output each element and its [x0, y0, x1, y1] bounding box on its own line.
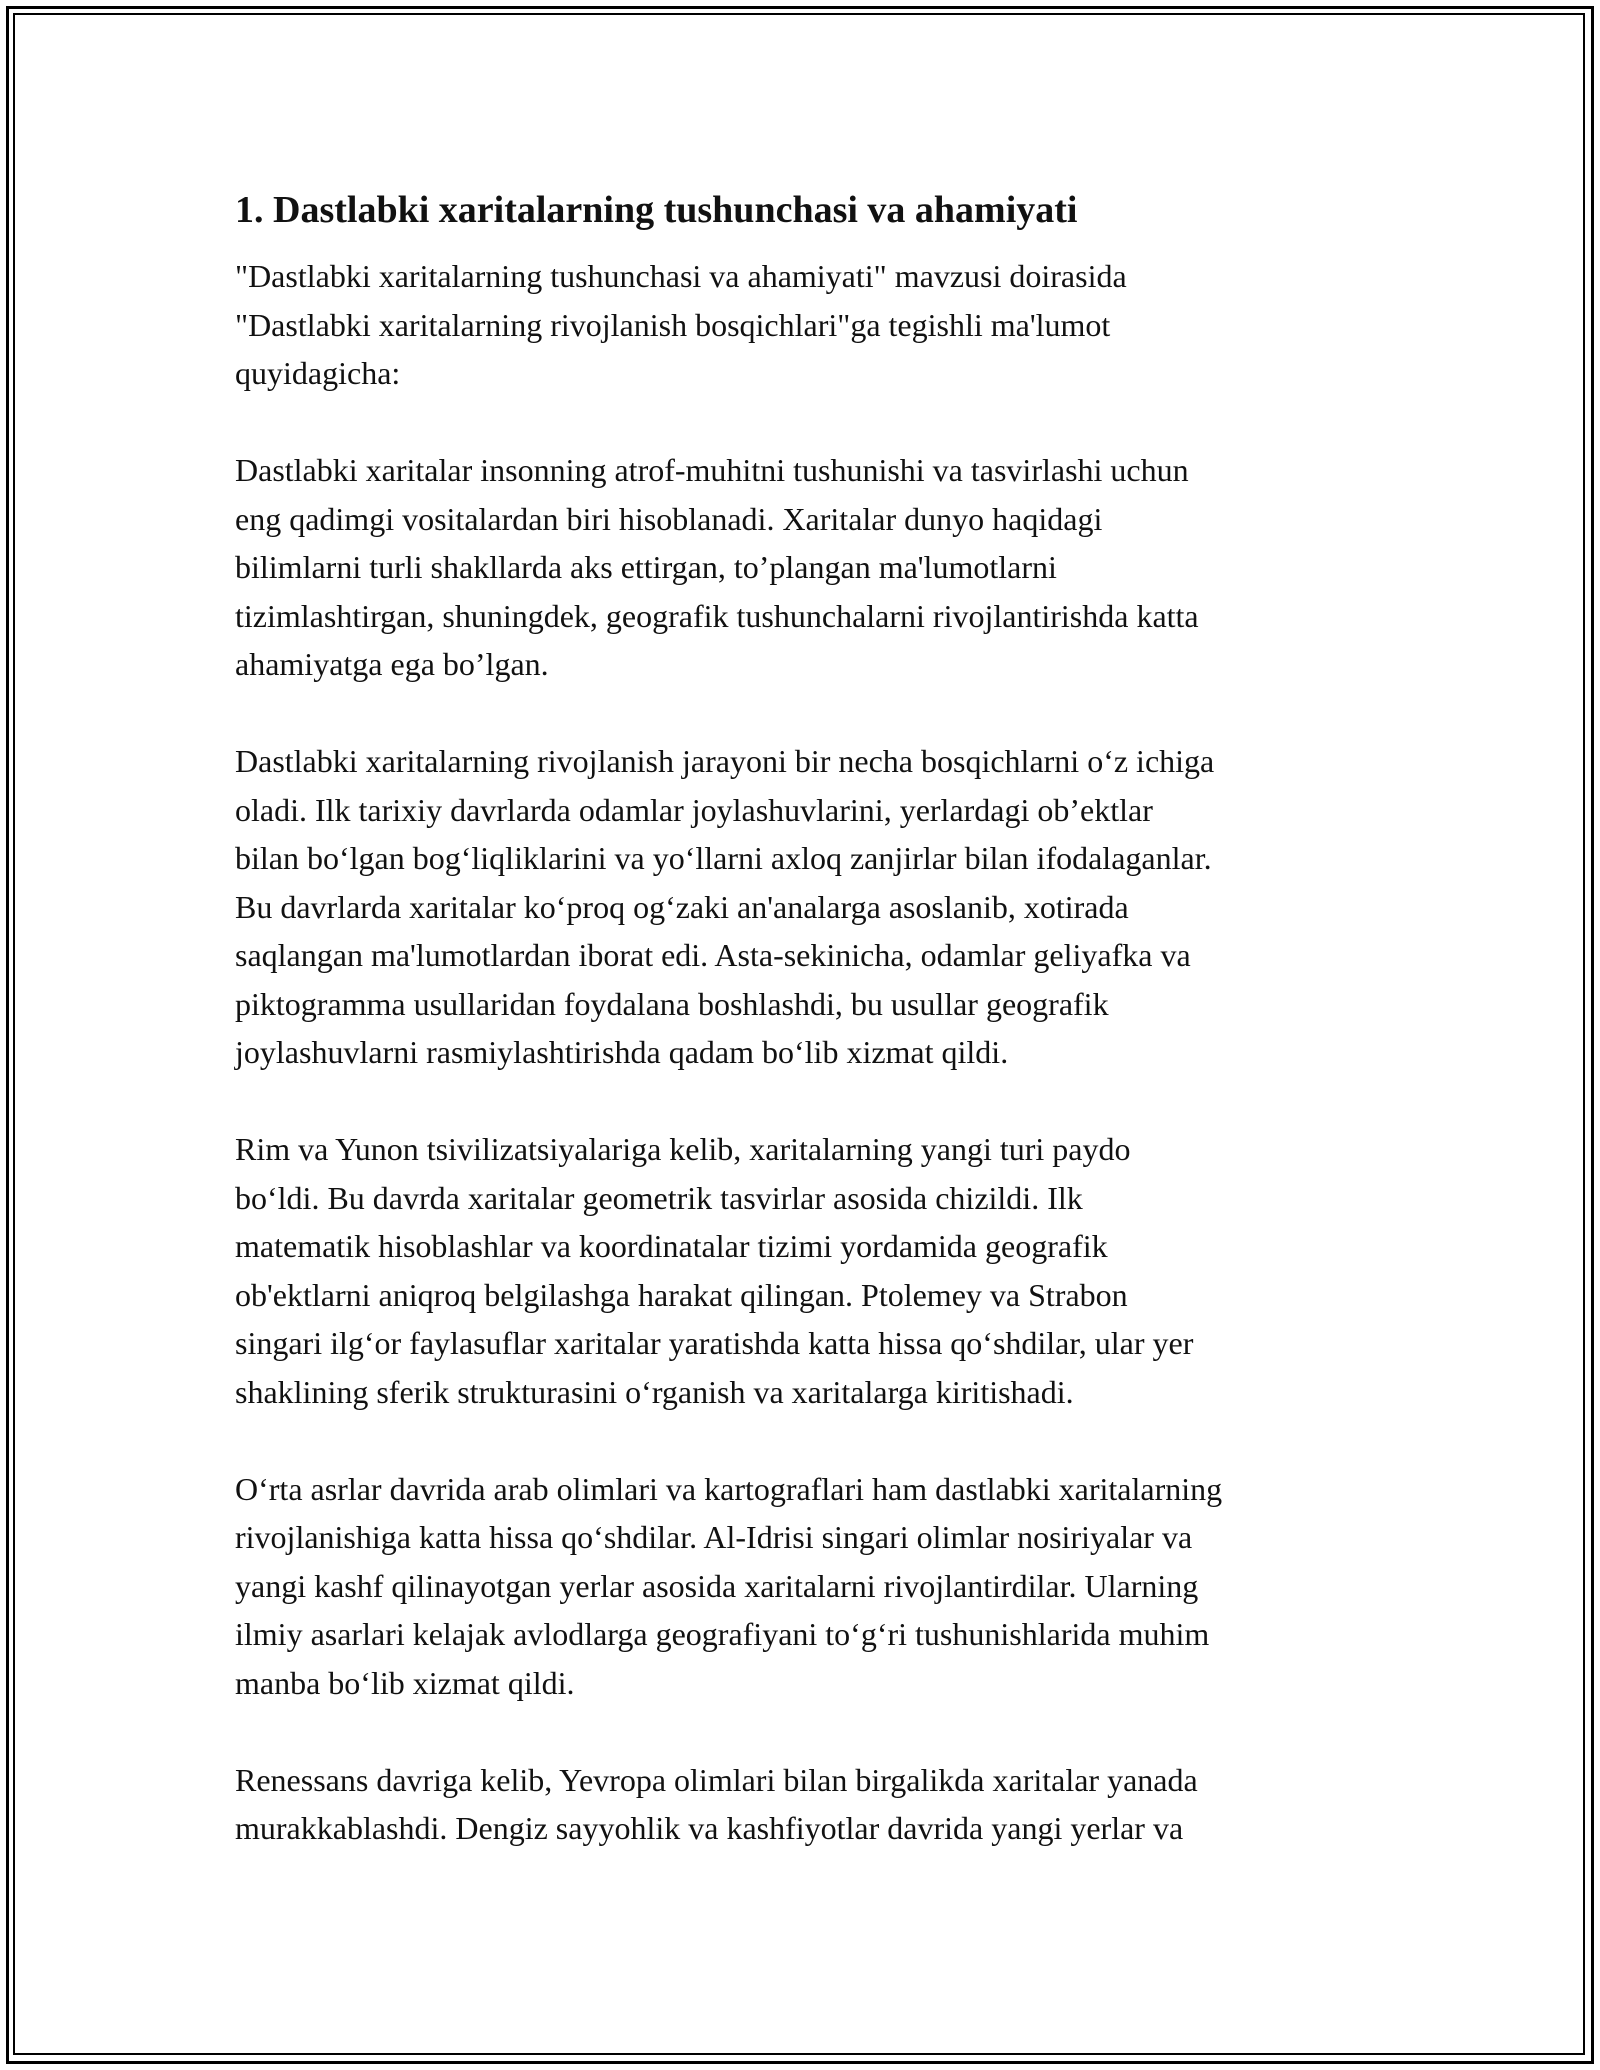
- paragraph-renaissance: Renessans davriga kelib, Yevropa olimlari bilan birgalikda xaritalar yanada murakkablashdi. Dengiz sayyohlik va kashfiyotlar davrida yangi yerlar va: [235, 1761, 1198, 1846]
- paragraph-rome-greece: Rim va Yunon tsivilizatsiyalariga kelib, xaritalarning yangi turi paydo boʻldi. Bu davrda xaritalar geometrik tasvirlar asosida chizildi. Ilk matematik hisoblashlar va koordinatalar tizimi yordamida geografik ob'ektlarni aniqroq belgilashga harakat qilingan. Ptolemey va Strabon singari ilgʻor faylasuflar xaritalar yaratishda katta hissa qoʻshdilar, ular yer shaklining sferik strukturasini oʻrganish va xaritalarga kiritishadi.: [235, 1131, 1194, 1410]
- document-body: [235, 186, 1385, 1901]
- paragraph-intro: "Dastlabki xaritalarning tushunchasi va ahamiyati" mavzusi doirasida "Dastlabki xaritalarning rivojlanish bosqichlari"ga tegishli ma'lumot quyidagicha:: [235, 258, 1127, 391]
- paragraph-early-stages: Dastlabki xaritalarning rivojlanish jarayoni bir necha bosqichlarni oʻz ichiga oladi. Ilk tarixiy davrlarda odamlar joylashuvlarini, yerlardagi ob’ektlar bilan boʻlgan bogʻliqliklarini va yoʻllarni axloq zanjirlar bilan ifodalaganlar. Bu davrlarda xaritalar koʻproq ogʻzaki an'analarga asoslanib, xotirada saqlangan ma'lumotlardan iborat edi. Asta-sekinicha, odamlar geliyafka va piktogramma usullaridan foydalana boshlashdi, bu usullar geografik joylashuvlarni rasmiylashtirishda qadam boʻlib xizmat qildi.: [235, 743, 1215, 1070]
- paragraph-middle-ages: Oʻrta asrlar davrida arab olimlari va kartograflari ham dastlabki xaritalarning rivojlanishiga katta hissa qoʻshdilar. Al-Idrisi singari olimlar nosiriyalar va yangi kashf qilinayotgan yerlar asosida xaritalarni rivojlantirdilar. Ularning ilmiy asarlari kelajak avlodlarga geografiyani toʻgʻri tushunishlarida muhim manba boʻlib xizmat qildi.: [235, 1470, 1223, 1701]
- page-title: 1. Dastlabki xaritalarning tushunchasi va ahamiyati: [235, 189, 1078, 231]
- paragraph-definition: Dastlabki xaritalar insonning atrof-muhitni tushunishi va tasvirlashi uchun eng qadimgi vositalardan biri hisoblanadi. Xaritalar dunyo haqidagi bilimlarni turli shakllarda aks ettirgan, to’plangan ma'lumotlarni tizimlashtirgan, shuningdek, geografik tushunchalarni rivojlantirishda katta ahamiyatga ega bo’lgan.: [235, 452, 1199, 682]
